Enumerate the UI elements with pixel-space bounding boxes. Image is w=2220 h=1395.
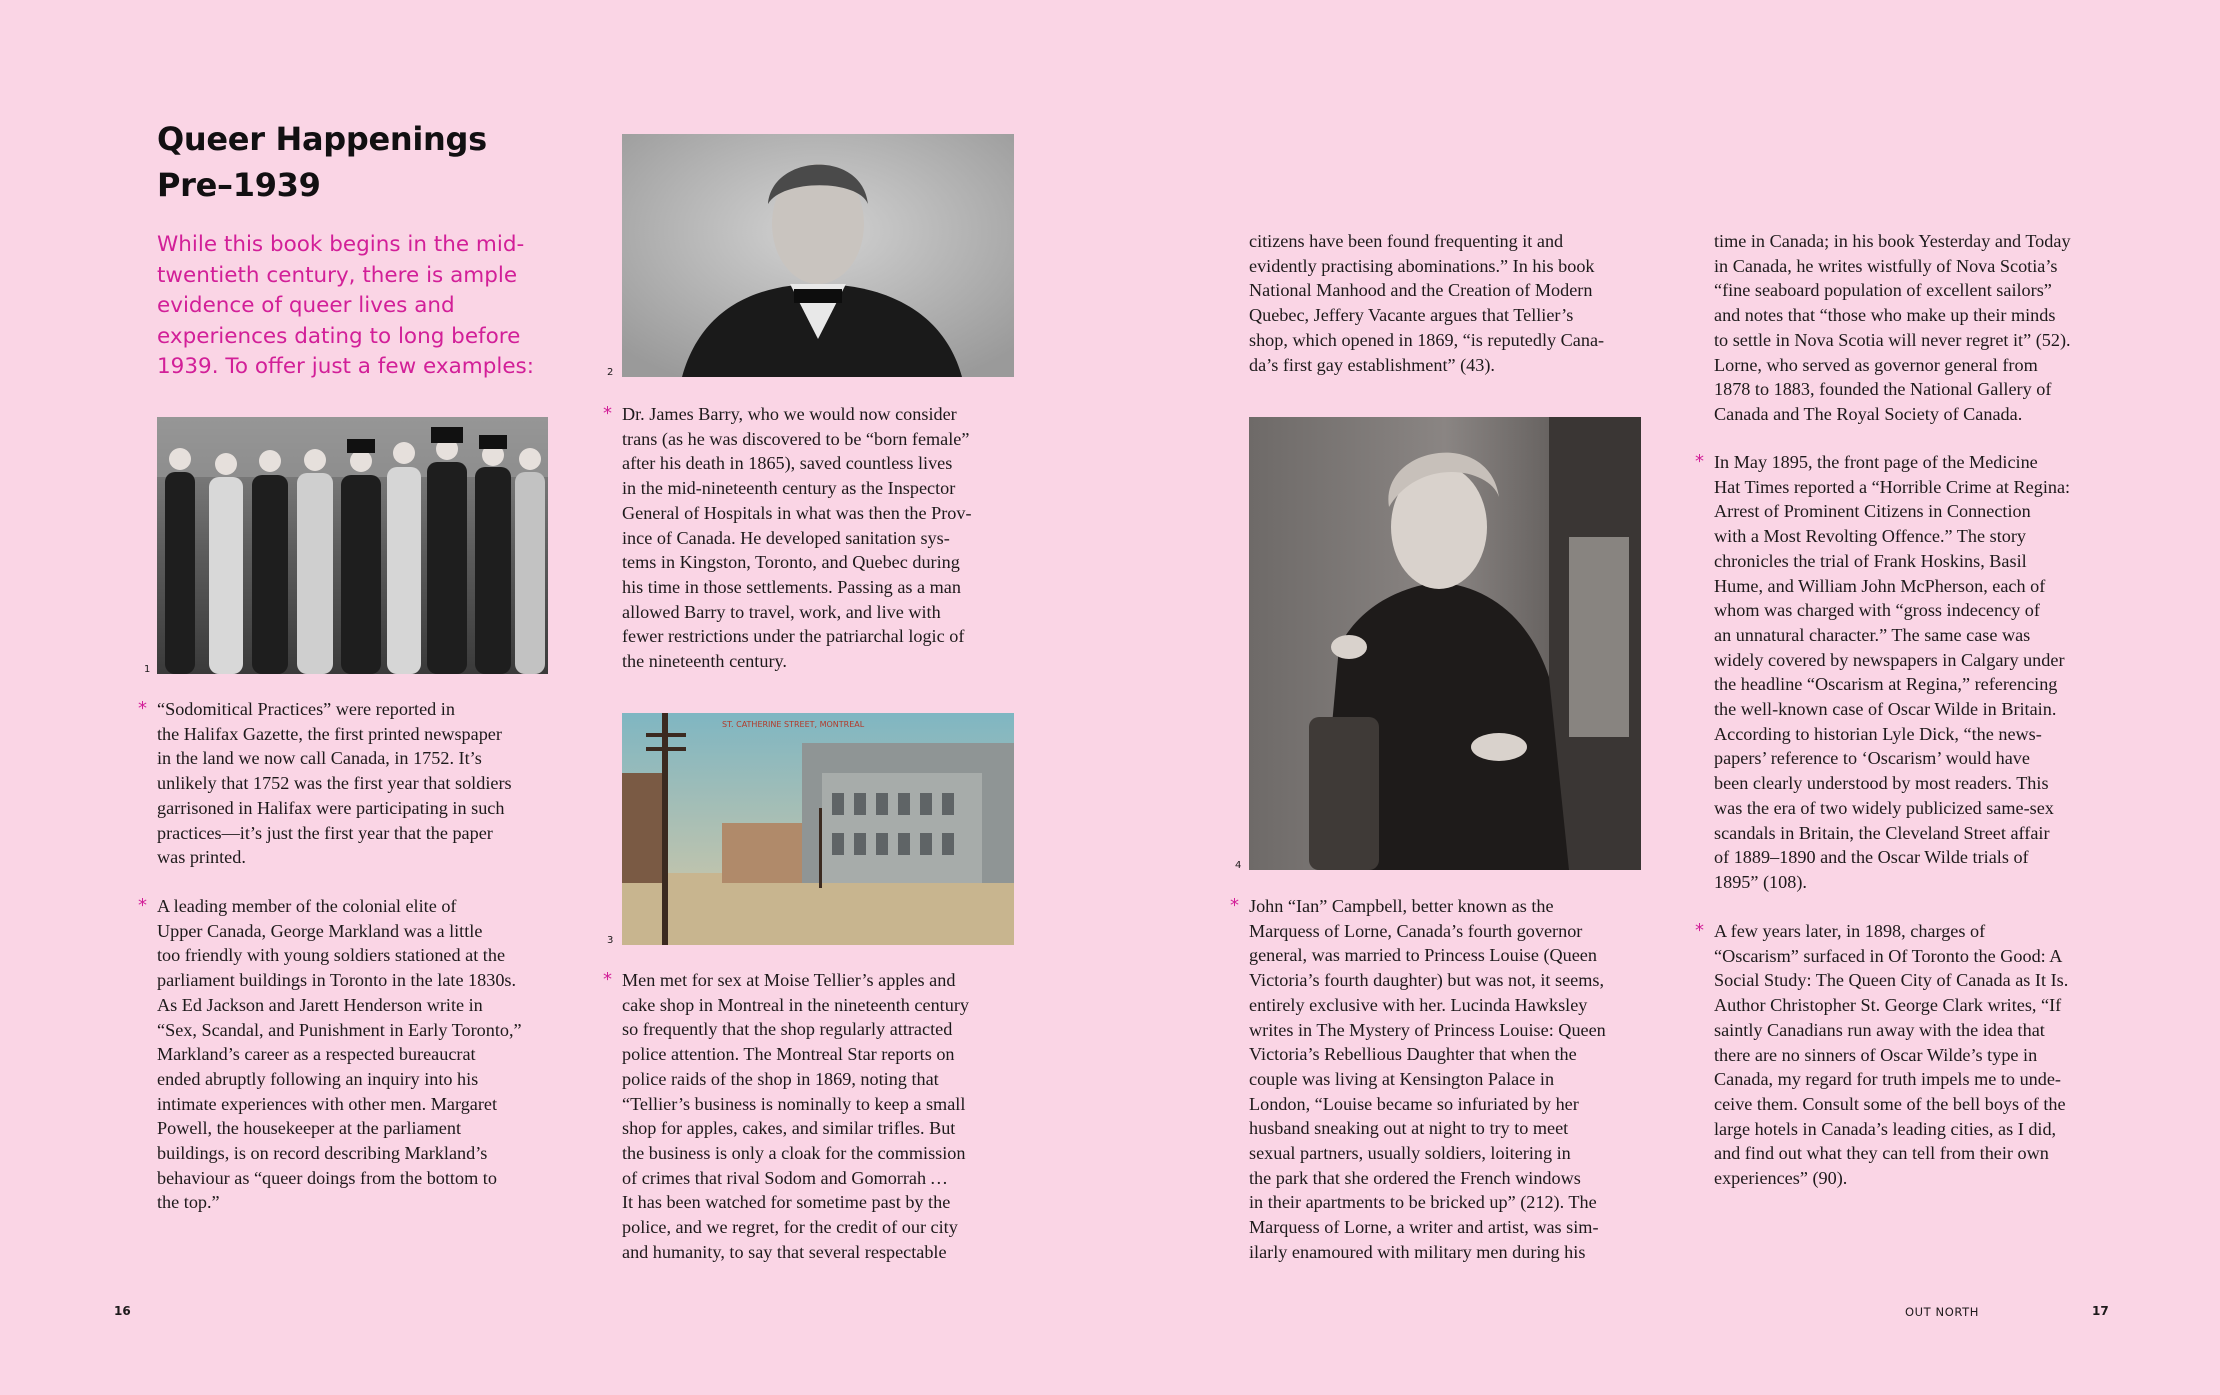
col4-continuation-text: time in Canada; in his book Yesterday and Today in Canada, he writes wistfully of Nova Scotia’s “fine seaboard population of excellent sailors” and notes that “those who make up their minds to settle in Nova Scotia will never regret it” (52). Lorne, who served as governor general from 1878 to 1883, founded the National Gallery of Canada and The Royal Society of Canada. [1714, 231, 2071, 424]
figure-3-postcard [622, 713, 1014, 945]
title-block [157, 116, 537, 383]
bullet-star: * [1695, 920, 1704, 941]
col4-continuation [1714, 229, 2124, 427]
figure-2-number: 2 [607, 367, 614, 378]
title-line-1: Queer Happenings [157, 120, 487, 158]
figure-3-number: 3 [607, 935, 614, 946]
figure-1-group-photo [157, 417, 548, 674]
col1-item-1-text: “Sodomitical Practices” were reported in the Halifax Gazette, the first printed newspaper in the land we now call Canada, in 1752. It’s unlikely that 1752 was the first year that soldiers garrisoned in Halifax were participating in such practices—it’s just the first year that the paper was printed. [157, 699, 512, 868]
col2-item-2 [603, 968, 1032, 1264]
col3-continuation [1249, 229, 1659, 377]
bullet-star: * [1230, 895, 1239, 916]
left-page-number: 16 [114, 1304, 131, 1318]
group-photo-icon [157, 417, 548, 674]
col3-continuation-text: citizens have been found frequenting it and evidently practising abominations.” In his book National Manhood and the Creation of Modern Quebec, Jeffery Vacante argues that Tellier’s shop, which opened in 1869, “is reputedly Cana- da’s first gay establishment” (43). [1249, 231, 1605, 375]
col4-item-2-text: A few years later, in 1898, charges of “Oscarism” surfaced in Of Toronto the Good: A Social Study: The Queen City of Canada as It Is. Author Christopher St. George Clark writes, “If saintly Canadians run away with the idea that there are no sinners of Oscar Wilde’s type in Canada, my regard for truth impels me to unde- ceive them. Consult some of the bell boys of the large hotels in Canada’s leading cities, as I did, and find out what they can tell from their own experiences” (90). [1714, 921, 2069, 1189]
col4-item-1-text: In May 1895, the front page of the Medicine Hat Times reported a “Horrible Crime at Regina: Arrest of Prominent Citizens in Connection with a Most Revolting Offence.” The story chronicles the trial of Frank Hoskins, Basil Hume, and William John McPherson, each of whom was charged with “gross indecency of an unnatural character.” The same case was widely covered by newspapers in Calgary under the headline “Oscarism at Regina,” referencing the well-known case of Oscar Wilde in Britain. According to historian Lyle Dick, “the news- papers’ reference to ‘Oscarism’ would have been clearly understood by most readers. This was the era of two widely publicized same-sex scandals in Britain, the Cleveland Street affair of 1889–1890 and the Oscar Wilde trials of 1895” (108). [1714, 452, 2071, 892]
figure-2-portrait [622, 134, 1014, 377]
col1-item-2-text: A leading member of the colonial elite of Upper Canada, George Markland was a little too friendly with young soldiers stationed at the parliament buildings in Toronto in the late 1830s. As Ed Jackson and Jarett Henderson write in “Sex, Scandal, and Punishment in Early Toronto,” Markland’s career as a respected bureaucrat ended abruptly following an inquiry into his intimate experiences with other men. Margaret Powell, the housekeeper at the parliament buildings, is on record describing Markland’s behaviour as “queer doings from the bottom to the top.” [157, 896, 522, 1213]
portrait-engraving-icon [1249, 417, 1641, 870]
col2-item-1 [603, 402, 1032, 674]
col1-item-2 [138, 894, 567, 1215]
portrait-photo-icon [622, 134, 1014, 377]
bullet-star: * [138, 698, 147, 719]
right-page-number: 17 [2092, 1304, 2109, 1318]
bullet-star: * [603, 969, 612, 990]
col4-item-1 [1695, 450, 2124, 895]
bullet-star: * [138, 895, 147, 916]
col1-item-1 [138, 697, 567, 870]
col3-item-1-text: John “Ian” Campbell, better known as the Marquess of Lorne, Canada’s fourth governor general, was married to Princess Louise (Queen Victoria’s fourth daughter) but was not, it seems, entirely exclusive with her. Lucinda Hawksley writes in The Mystery of Princess Louise: Queen Victoria’s Rebellious Daughter that when the couple was living at Kensington Palace in London, “Louise became so infuriated by her husband sneaking out at night to try to meet sexual partners, usually soldiers, loitering in the park that she ordered the French windows in their apartments to be bricked up” (212). The Marquess of Lorne, a writer and artist, was sim- ilarly enamoured with military men during his [1249, 896, 1606, 1262]
postcard-caption: ST. CATHERINE STREET, MONTREAL [722, 720, 865, 729]
col4-item-2 [1695, 919, 2124, 1191]
title-line-2: Pre–1939 [157, 166, 321, 204]
street-postcard-icon [622, 713, 1014, 945]
page-title [157, 116, 537, 208]
col2-item-2-text: Men met for sex at Moise Tellier’s apples and cake shop in Montreal in the nineteenth century so frequently that the shop regularly attracted police attention. The Montreal Star reports on police raids of the shop in 1869, noting that “Tellier’s business is nominally to keep a small shop for apples, cakes, and similar trifles. But the business is only a cloak for the commission of crimes that rival Sodom and Gomorrah … It has been watched for sometime past by the police, and we regret, for the credit of our city and humanity, to say that several respectable [622, 970, 969, 1262]
col2-item-1-text: Dr. James Barry, who we would now consider trans (as he was discovered to be “born female” after his death in 1865), saved countless lives in the mid-nineteenth century as the Inspector General of Hospitals in what was then the Prov- ince of Canada. He developed sanitation sys- tems in Kingston, Toronto, and Quebec during his time in those settlements. Passing as a man allowed Barry to travel, work, and live with fewer restrictions under the patriarchal logic of the nineteenth century. [622, 404, 972, 672]
figure-4-portrait [1249, 417, 1641, 870]
intro-text: While this book begins in the mid-twentieth century, there is ample evidence of queer lives and experiences dating to long before 1939. To offer just a few examples: [157, 232, 534, 379]
col3-item-1 [1230, 894, 1659, 1265]
bullet-star: * [603, 403, 612, 424]
figure-1-number: 1 [144, 664, 151, 675]
bullet-star: * [1695, 451, 1704, 472]
running-footer: OUT NORTH [1905, 1305, 1980, 1319]
figure-4-number: 4 [1235, 860, 1242, 871]
